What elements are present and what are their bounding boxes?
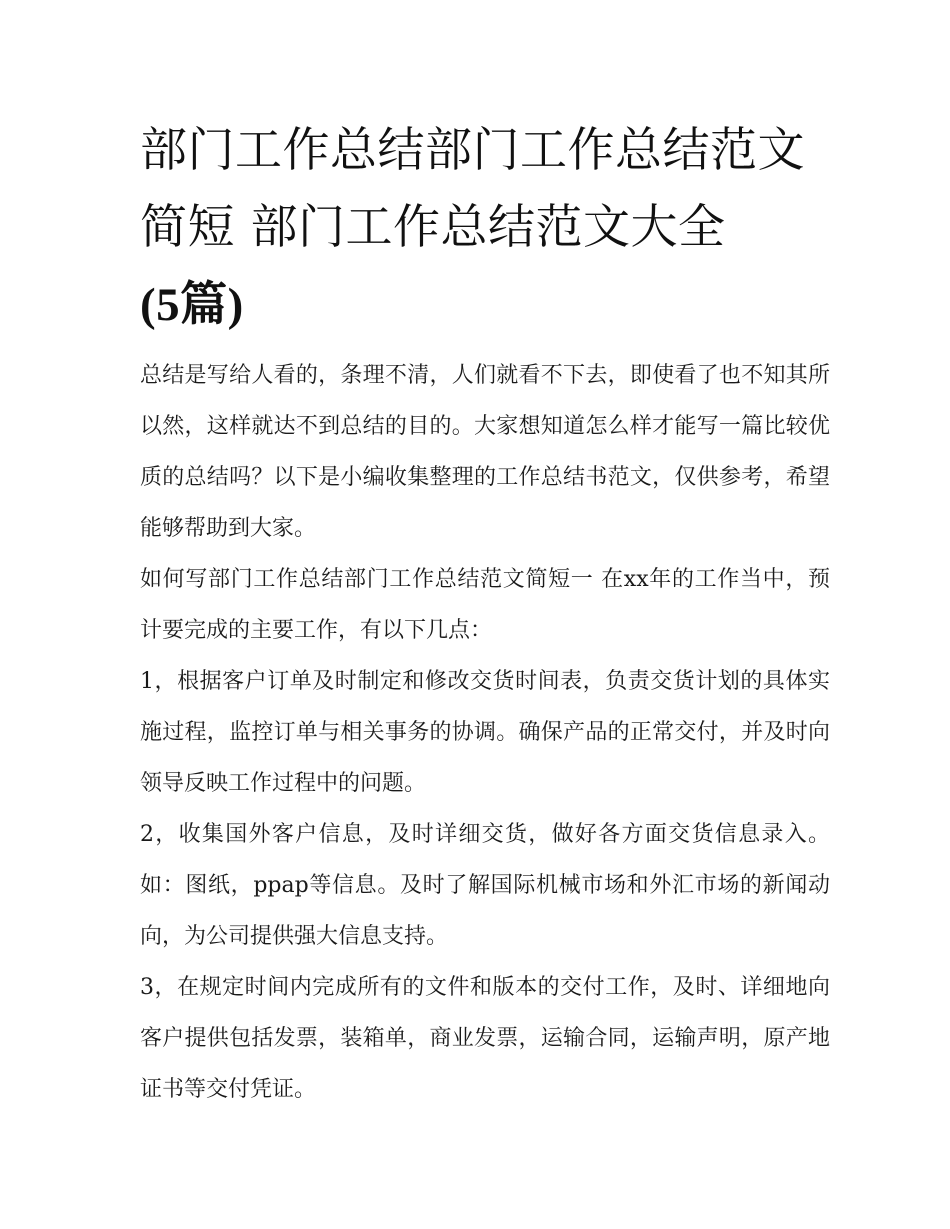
paragraph-intro: 总结是写给人看的，条理不清，人们就看不下去，即使看了也不知其所以然，这样就达不到总结的目的。大家想知道怎么样才能写一篇比较优质的总结吗？以下是小编收集整理的工作总结书范文，仅供参考，希望能够帮助到大家。 [140,363,830,541]
title-main: 部门工作总结部门工作总结范文简短 部门工作总结范文大全 [140,123,805,255]
paragraph-item-3: 3，在规定时间内完成所有的文件和版本的交付工作，及时、详细地向客户提供包括发票，装箱单，商业发票，运输合同，运输声明，原产地证书等交付凭证。 [140,975,830,1102]
paragraph-section-heading: 如何写部门工作总结部门工作总结范文简短一 在xx年的工作当中，预计要完成的主要工作，有以下几点： [140,567,830,643]
document-title [140,112,830,344]
document-body [140,112,830,1115]
paragraph-item-1: 1，根据客户订单及时制定和修改交货时间表，负责交货计划的具体实施过程，监控订单与相关事务的协调。确保产品的正常交付，并及时向领导反映工作过程中的问题。 [140,669,830,796]
paragraph-item-2: 2，收集国外客户信息，及时详细交货，做好各方面交货信息录入。如：图纸，ppap等信息。及时了解国际机械市场和外汇市场的新闻动向，为公司提供强大信息支持。 [140,822,830,949]
title-suffix: (5篇) [140,279,244,331]
